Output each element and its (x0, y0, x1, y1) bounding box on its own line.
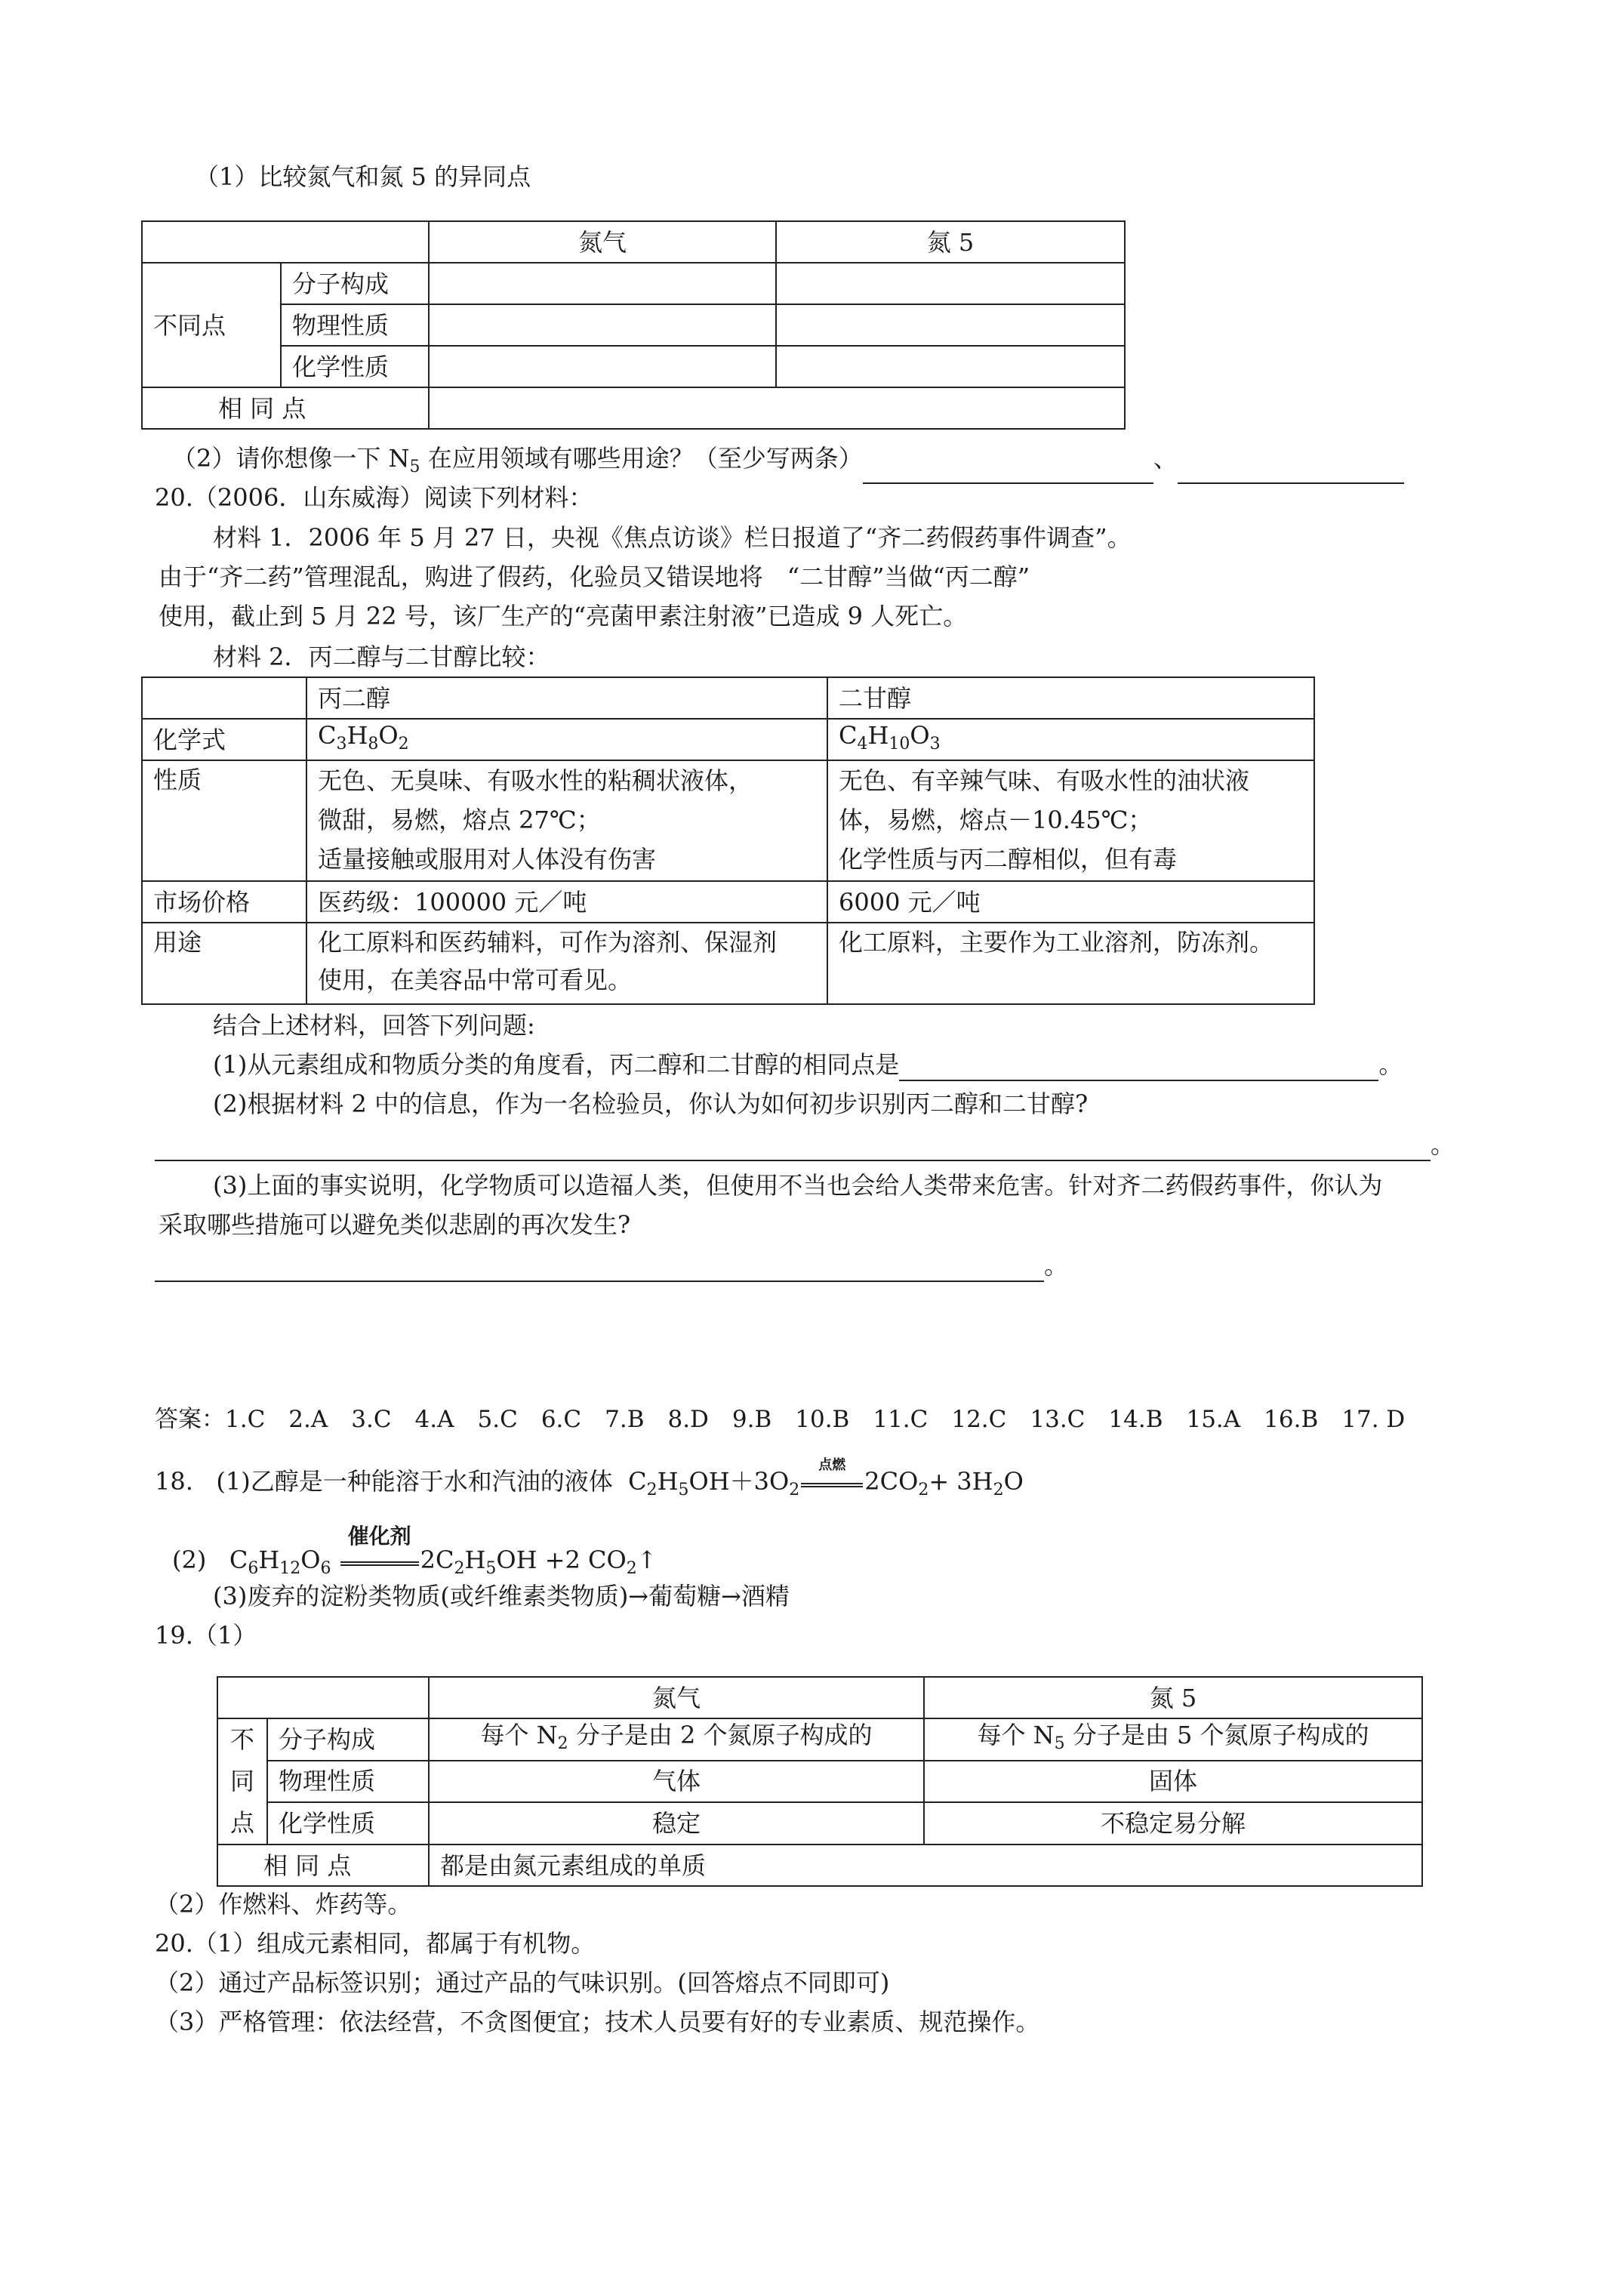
table-corner-cell (217, 1677, 429, 1718)
answer-blank[interactable] (863, 457, 1153, 484)
answer-n5-molecule: 每个 $N_5$ 分子是由 5 个氮原子构成的 (924, 1718, 1422, 1761)
table-corner-cell (142, 677, 306, 719)
row-label-use: 用途 (142, 923, 306, 1004)
row-label-physical: 物理性质 (267, 1761, 429, 1803)
row-label-molecule: 分子构成 (267, 1718, 429, 1761)
column-header-n2: 氮气 (429, 1677, 924, 1718)
material-2-comparison-table (141, 676, 1315, 1005)
column-header-n5: 氮 5 (924, 1677, 1422, 1718)
properties-propylene-glycol: 无色、无臭味、有吸水性的粘稠状液体， 微甜，易燃，熔点 27℃； 适量接触或服用对人体没有伤害 (306, 760, 827, 881)
price-diethylene-glycol: 6000 元／吨 (827, 881, 1314, 923)
row-group-differences: 不同点 (142, 263, 281, 387)
q19-comparison-table (141, 220, 1126, 430)
answer-n2-physical: 气体 (429, 1761, 924, 1803)
q20-question-2-answer: 。 (155, 1128, 1455, 1161)
answer-n5-physical: 固体 (924, 1761, 1422, 1803)
row-label-price: 市场价格 (142, 881, 306, 923)
answer-19-table (217, 1676, 1423, 1887)
table-corner-cell (142, 221, 429, 263)
q20-question-3-line-2: 采取哪些措施可以避免类似悲剧的再次发生? (159, 1210, 631, 1239)
column-header-diethylene-glycol: 二甘醇 (827, 677, 1314, 719)
material-2-title: 材料 2．丙二醇与二甘醇比较： (213, 643, 550, 671)
q20-question-3-line-1: (3)上面的事实说明，化学物质可以造福人类，但使用不当也会给人类带来危害。针对齐二药假药事件，你认为 (213, 1171, 1383, 1200)
answer-18-part-2: (2) $C_6H_{12}O_6$ 催化剂 $2C_2H_5OH +2$ $CO_2↑$ (172, 1523, 658, 1578)
answer-blank[interactable] (1178, 457, 1404, 484)
q19-part2: （2）请你想像一下 $N_5$ 在应用领域有哪些用途？（至少写两条） 、 (172, 442, 1404, 484)
answer-cell-n2-chemical (429, 346, 776, 387)
formula-diethylene-glycol: $C_4H_{10}O_3$ (827, 719, 1314, 760)
row-label-same: 相 同 点 (142, 387, 429, 429)
answer-cell-n2-molecule (429, 263, 776, 304)
q20-heading: 20.（2006．山东威海）阅读下列材料： (155, 483, 593, 512)
answer-18-part-1: 18. (1)乙醇是一种能溶于水和汽油的液体 $C_2H_5OH+3O_2$ 点燃 $2CO_2+ 3H_2O$ (155, 1456, 1024, 1499)
row-label-physical: 物理性质 (281, 304, 429, 346)
material-1-line-2: 由于“齐二药”管理混乱，购进了假药，化验员又错误地将 “二甘醇”当做“丙二醇” (159, 562, 1030, 591)
row-label-same: 相 同 点 (217, 1845, 429, 1886)
q20-question-3-answer: 。 (155, 1249, 1068, 1282)
answer-n2-chemical: 稳定 (429, 1802, 924, 1845)
answer-n2-molecule: 每个 $N_2$ 分子是由 2 个氮原子构成的 (429, 1718, 924, 1761)
properties-diethylene-glycol: 无色、有辛辣气味、有吸水性的油状液 体，易燃，熔点－10.45℃； 化学性质与丙二醇相似，但有毒 (827, 760, 1314, 881)
price-propylene-glycol: 医药级：100000 元／吨 (306, 881, 827, 923)
use-propylene-glycol: 化工原料和医药辅料，可作为溶剂、保湿剂 使用，在美容品中常可看见。 (306, 923, 827, 1004)
row-label-molecule: 分子构成 (281, 263, 429, 304)
reaction-arrow: 点燃 (801, 1472, 863, 1495)
answer-n5-chemical: 不稳定易分解 (924, 1802, 1422, 1845)
row-label-chemical: 化学性质 (267, 1802, 429, 1845)
column-header-propylene-glycol: 丙二醇 (306, 677, 827, 719)
formula-propylene-glycol: $C_3H_8O_2$ (306, 719, 827, 760)
reaction-arrow: 催化剂 (340, 1551, 419, 1573)
q20-intro: 结合上述材料，回答下列问题: (213, 1011, 535, 1040)
answer-blank[interactable] (155, 1134, 1431, 1161)
answer-blank[interactable] (155, 1255, 1044, 1282)
answers-multiple-choice: 答案：1.C 2.A 3.C 4.A 5.C 6.C 7.B 8.D 9.B 10.B 11.C 12.C 13.C 14.B 15.A 16.B 17. D (155, 1406, 1406, 1433)
answer-18-part-3: (3)废弃的淀粉类物质(或纤维素类物质)→葡萄糖→酒精 (213, 1582, 790, 1610)
answer-cell-n5-molecule (776, 263, 1125, 304)
material-1-line-3: 使用，截止到 5 月 22 号，该厂生产的“亮菌甲素注射液”已造成 9 人死亡。 (159, 602, 968, 630)
answer-blank[interactable] (899, 1054, 1378, 1081)
row-label-properties: 性质 (142, 760, 306, 881)
answer-cell-n5-chemical (776, 346, 1125, 387)
answer-same: 都是由氮元素组成的单质 (429, 1845, 1422, 1886)
use-diethylene-glycol: 化工原料，主要作为工业溶剂，防冻剂。 (827, 923, 1314, 1004)
row-label-formula: 化学式 (142, 719, 306, 760)
answer-cell-same (429, 387, 1125, 429)
answer-cell-n2-physical (429, 304, 776, 346)
answer-20-part-2: （2）通过产品标签识别；通过产品的气味识别。(回答熔点不同即可) (155, 1968, 890, 1997)
answer-cell-n5-physical (776, 304, 1125, 346)
q20-question-2: (2)根据材料 2 中的信息，作为一名检验员，你认为如何初步识别丙二醇和二甘醇? (213, 1089, 1089, 1118)
column-header-n2: 氮气 (429, 221, 776, 263)
answer-20-part-1: 20.（1）组成元素相同，都属于有机物。 (155, 1929, 596, 1958)
row-label-chemical: 化学性质 (281, 346, 429, 387)
column-header-n5: 氮 5 (776, 221, 1125, 263)
material-1-line-1: 材料 1．2006 年 5 月 27 日，央视《焦点访谈》栏日报道了“齐二药假药事件调查”。 (213, 523, 1132, 552)
answer-19-label: 19.（1） (155, 1621, 257, 1650)
q20-question-1: (1)从元素组成和物质分类的角度看，丙二醇和二甘醇的相同点是 。 (213, 1048, 1403, 1081)
row-group-differences: 不 同 点 (217, 1718, 267, 1845)
answer-19-part-2: （2）作燃料、炸药等。 (155, 1890, 412, 1918)
q19-part1-title: （1）比较氮气和氮 5 的异同点 (195, 162, 531, 191)
answer-20-part-3: （3）严格管理：依法经营，不贪图便宜；技术人员要有好的专业素质、规范操作。 (155, 2008, 1040, 2036)
